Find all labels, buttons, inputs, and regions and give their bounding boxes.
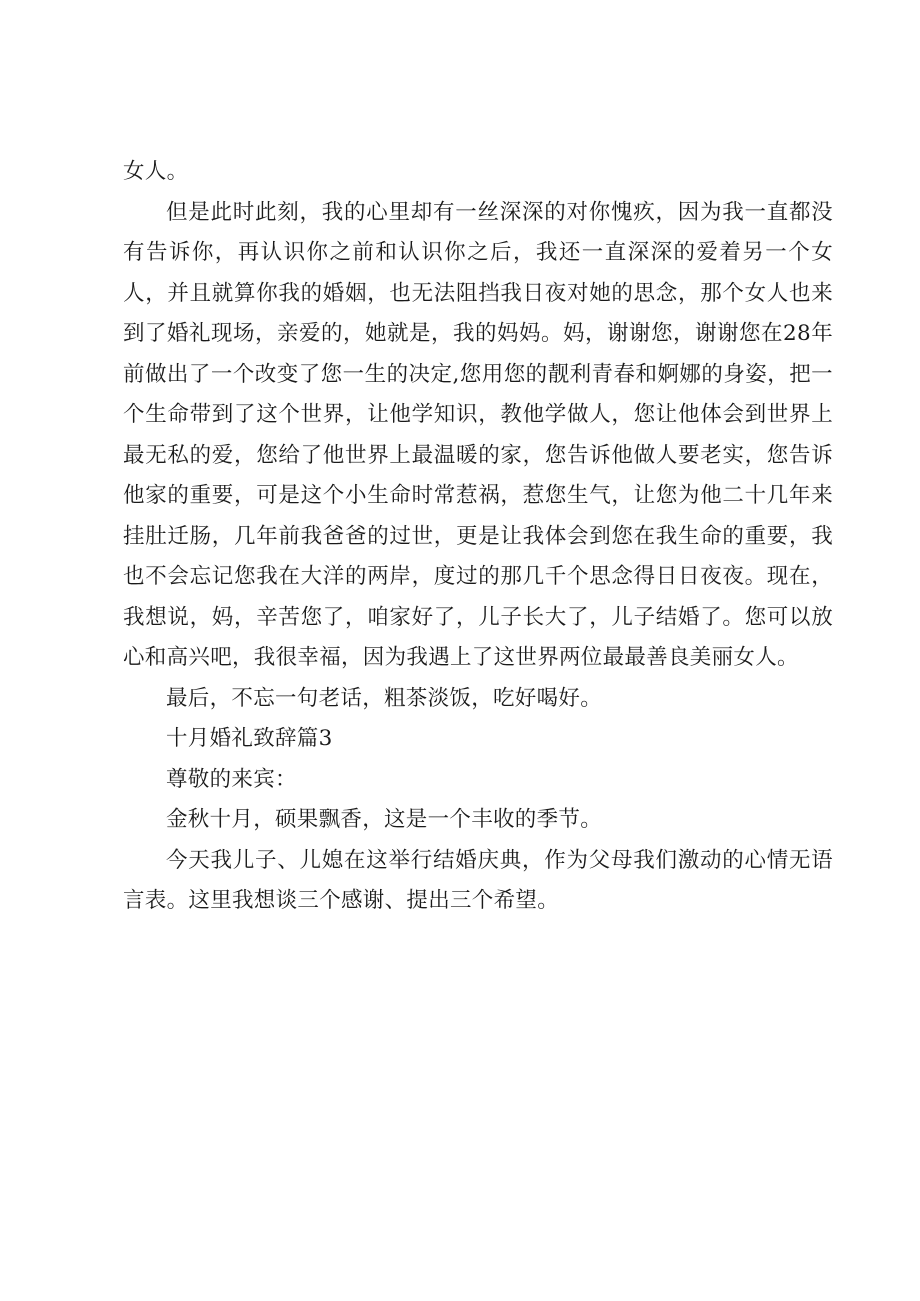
document-body: [123, 152, 833, 922]
section-heading: 十月婚礼致辞篇3: [166, 726, 333, 751]
paragraph-ceremony: 今天我儿子、儿媳在这举行结婚庆典，作为父母我们激动的心情无语言表。这里我想谈三个感谢、提出三个希望。: [123, 847, 833, 913]
paragraph-salutation: 尊敬的来宾：: [166, 766, 297, 792]
paragraph-continuation: 女人。: [123, 159, 189, 184]
paragraph-mother-thanks: 但是此时此刻，我的心里却有一丝深深的对你愧疚，因为我一直都没有告诉你，再认识你之前和认识你之后，我还一直深深的爱着另一个女人，并且就算你我的婚姻，也无法阻挡我日夜对她的思念，那个女人也来到了婚礼现场，亲爱的，她就是，我的妈妈。妈，谢谢您，谢谢您在28年前做出了一个改变了您一生的决定,您用您的靓利青春和婀娜的身姿，把一个生命带到了这个世界，让他学知识，教他学做人，您让他体会到世界上最无私的爱，您给了他世界上最温暖的家，您告诉他做人要老实，您告诉他家的重要，可是这个小生命时常惹祸，惹您生气，让您为他二十几年来挂肚迁肠，几年前我爸爸的过世，更是让我体会到您在我生命的重要，我也不会忘记您我在大洋的两岸，度过的那几千个思念得日日夜夜。现在，我想说，妈，辛苦您了，咱家好了，儿子长大了，儿子结婚了。您可以放心和高兴吧，我很幸福，因为我遇上了这世界两位最最善良美丽女人。: [123, 199, 833, 670]
paragraph-closing: 最后，不忘一句老话，粗茶淡饭，吃好喝好。: [166, 685, 603, 711]
paragraph-season: 金秋十月，硕果飘香，这是一个丰收的季节。: [166, 807, 603, 832]
